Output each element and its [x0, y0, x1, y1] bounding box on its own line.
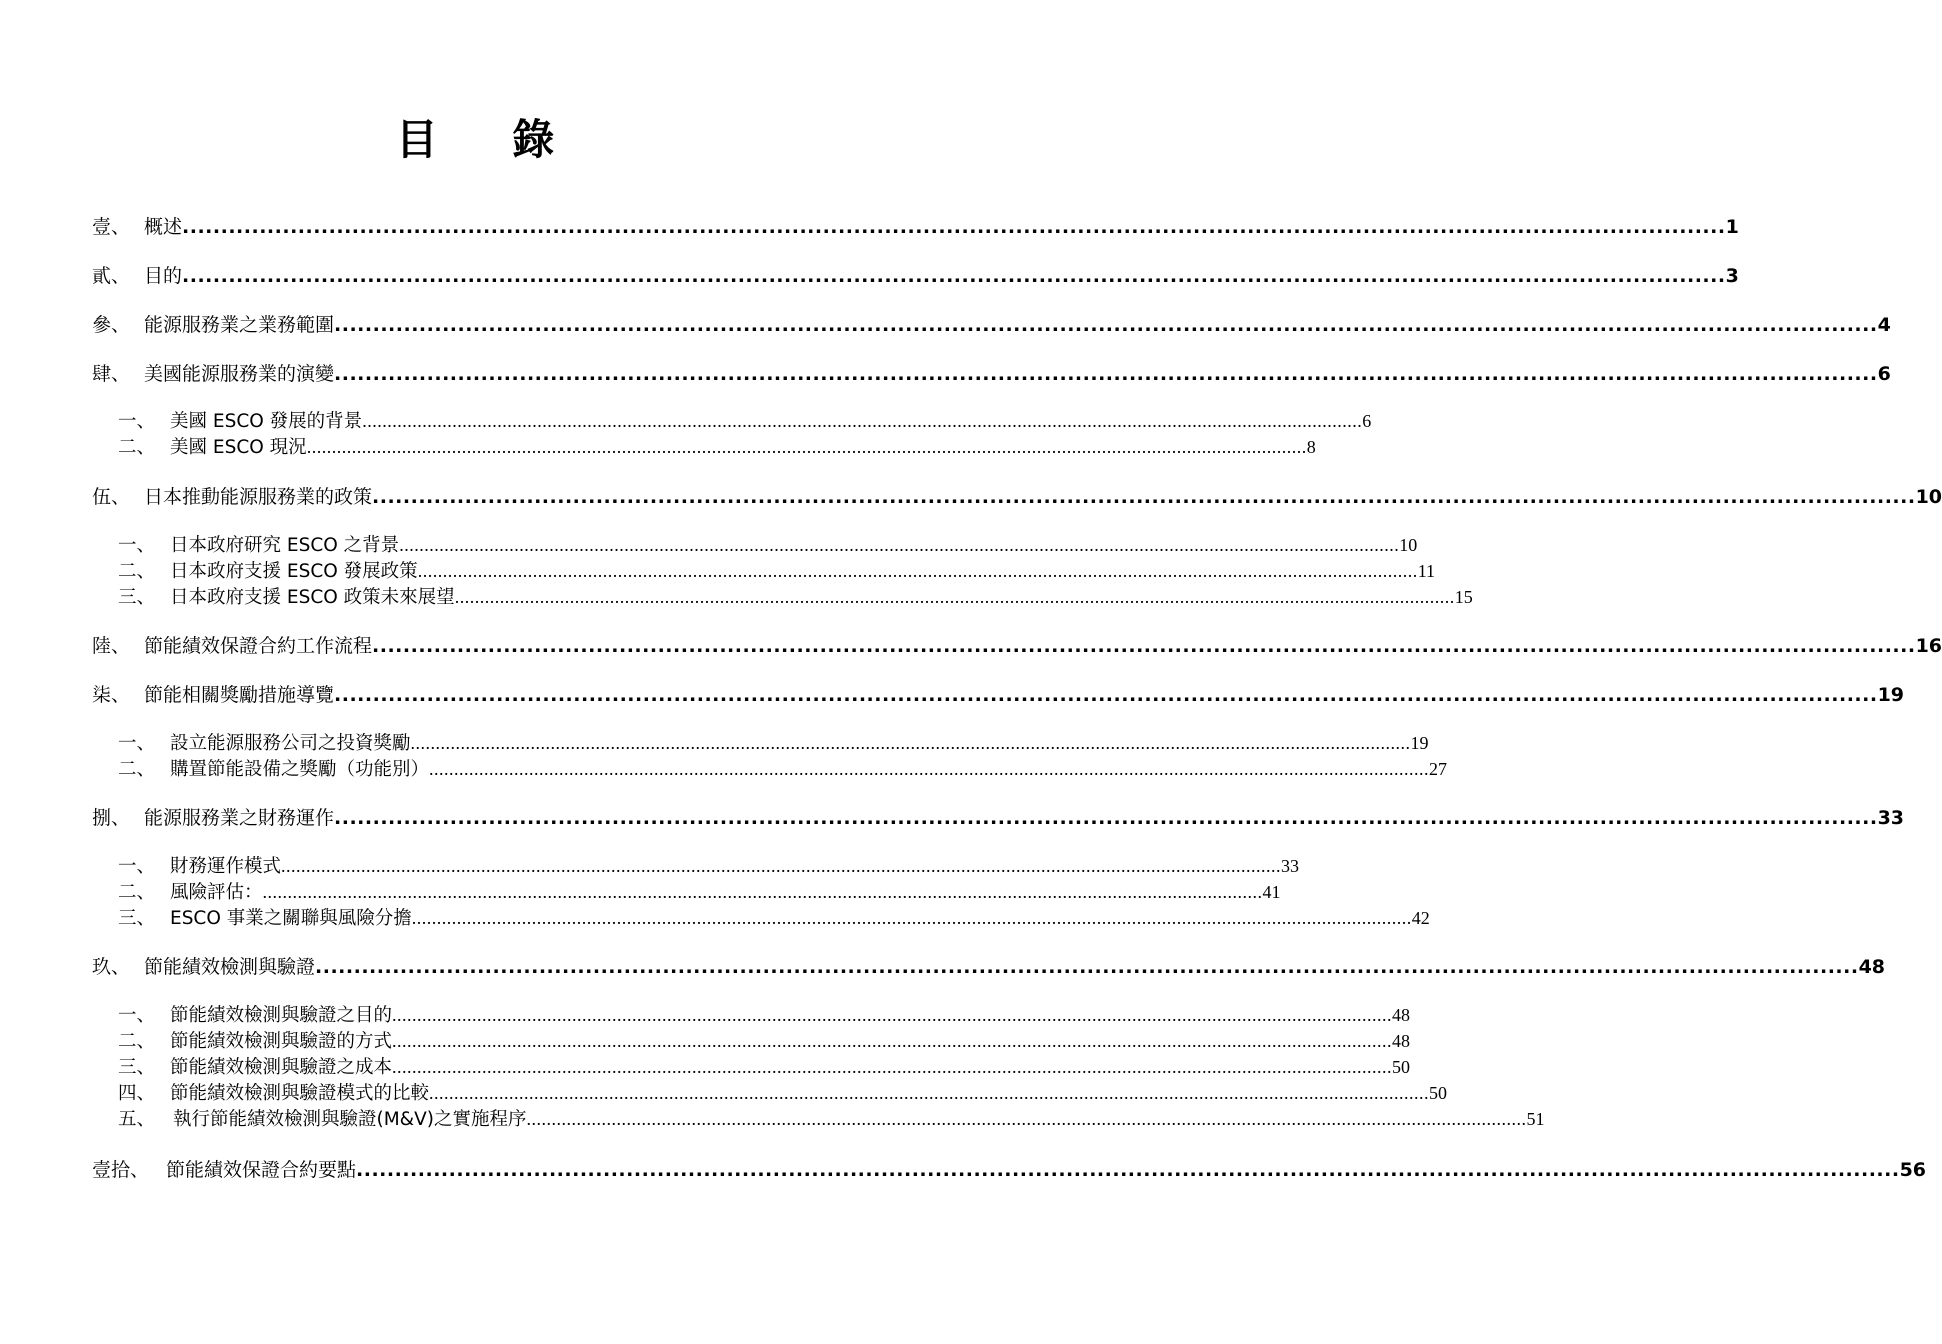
toc-subentry — [118, 1003, 1411, 1028]
toc-entry-number: 伍、 — [92, 486, 131, 508]
toc-subentry-number: 一、 — [118, 411, 156, 432]
toc-subentry-number: 一、 — [118, 733, 156, 754]
toc-subentry-number: 二、 — [118, 1031, 156, 1052]
toc-entry-label: 節能績效保證合約工作流程 — [144, 635, 373, 657]
toc-subentry-label: 美國 ESCO 發展的背景 — [170, 411, 363, 432]
toc-subentry-label: ESCO 事業之關聯與風險分擔 — [170, 908, 412, 929]
toc-subentry-page: 48 — [1392, 1031, 1411, 1051]
toc-leader-dots: ........................................................................................................................................................................................................ — [306, 437, 1307, 457]
toc-leader-dots: ........................................................................................................................................................................................................ — [399, 535, 1400, 555]
toc-subentry-page: 10 — [1399, 535, 1418, 555]
toc-subentry-page: 8 — [1306, 437, 1316, 457]
toc-subentry-page: 50 — [1392, 1057, 1411, 1077]
toc-subentry — [118, 757, 1448, 782]
toc-subentry-page: 15 — [1454, 587, 1473, 607]
toc-leader-dots: ........................................................................................................................................................................................................ — [182, 216, 1726, 238]
toc-entry-page: 56 — [1899, 1159, 1927, 1181]
toc-entry-label: 日本推動能源服務業的政策 — [144, 486, 373, 508]
toc-subentry — [118, 533, 1418, 558]
toc-leader-dots: ........................................................................................................................................................................................................ — [334, 807, 1878, 829]
toc-subentry — [118, 731, 1429, 756]
toc-subentry-page: 11 — [1417, 561, 1436, 581]
toc-entry-label: 能源服務業之業務範圍 — [144, 314, 335, 336]
toc-entry-label: 節能績效檢測與驗證 — [144, 956, 316, 978]
toc-subentry-page: 42 — [1411, 908, 1430, 928]
toc-entry-label: 節能績效保證合約要點 — [166, 1159, 357, 1181]
toc-leader-dots: ........................................................................................................................................................................................................ — [334, 684, 1878, 706]
toc-entry-label: 美國能源服務業的演變 — [144, 363, 335, 385]
toc-subentry-label: 財務運作模式 — [170, 856, 282, 877]
toc-entry-page: 33 — [1877, 807, 1905, 829]
toc-entry-page: 3 — [1725, 265, 1739, 287]
toc-entry-label: 目的 — [144, 265, 183, 287]
toc-subentry-number: 四、 — [118, 1083, 156, 1104]
toc-leader-dots: ........................................................................................................................................................................................................ — [429, 1083, 1430, 1103]
toc-entry-label: 節能相關獎勵措施導覽 — [144, 684, 335, 706]
toc-subentry-number: 五、 — [118, 1109, 156, 1130]
toc-leader-dots: ........................................................................................................................................................................................................ — [334, 314, 1878, 336]
toc-subentry-number: 一、 — [118, 535, 156, 556]
toc-leader-dots: ........................................................................................................................................................................................................ — [372, 486, 1916, 508]
toc-entry-number: 壹拾、 — [92, 1159, 150, 1181]
toc-leader-dots: ........................................................................................................................................................................................................ — [392, 1031, 1393, 1051]
toc-subentry-number: 三、 — [118, 908, 156, 929]
toc-subentry-label: 風險評估： — [170, 882, 263, 903]
toc-subentry-label: 執行節能績效檢測與驗證(M&V)之實施程序 — [173, 1109, 527, 1130]
toc-subentry-number: 二、 — [118, 882, 156, 903]
toc-entry-page: 16 — [1915, 635, 1942, 657]
toc-leader-dots: ........................................................................................................................................................................................................ — [362, 411, 1363, 431]
toc-subentry-page: 41 — [1262, 882, 1281, 902]
toc-subentry-page: 6 — [1362, 411, 1372, 431]
toc-entry-page: 4 — [1877, 314, 1891, 336]
toc-entry — [92, 633, 1942, 659]
toc-subentry-page: 19 — [1410, 733, 1429, 753]
toc-subentry-page: 48 — [1392, 1005, 1411, 1025]
toc-subentry-number: 一、 — [118, 1005, 156, 1026]
toc-subentry-label: 節能績效檢測與驗證的方式 — [170, 1031, 393, 1052]
toc-subentry-page: 27 — [1429, 759, 1448, 779]
toc-entry — [92, 312, 1891, 338]
toc-entry — [92, 361, 1891, 387]
toc-entry-number: 捌、 — [92, 807, 131, 829]
toc-leader-dots: ........................................................................................................................................................................................................ — [281, 856, 1282, 876]
toc-leader-dots: ........................................................................................................................................................................................................ — [392, 1057, 1393, 1077]
toc-entry — [92, 954, 1886, 980]
toc-leader-dots: ........................................................................................................................................................................................................ — [356, 1159, 1900, 1181]
toc-entry-page: 1 — [1725, 216, 1739, 238]
toc-subentry-label: 日本政府支援 ESCO 政策未來展望 — [170, 587, 455, 608]
toc-entry-number: 陸、 — [92, 635, 131, 657]
toc-title: 目 錄 — [395, 115, 585, 164]
toc-subentry-number: 三、 — [118, 1057, 156, 1078]
toc-entry — [92, 214, 1739, 240]
toc-entry-label: 能源服務業之財務運作 — [144, 807, 335, 829]
toc-entry — [92, 805, 1905, 831]
toc-leader-dots: ........................................................................................................................................................................................................ — [411, 908, 1412, 928]
toc-subentry-label: 購置節能設備之獎勵（功能別） — [170, 759, 430, 780]
toc-subentry — [118, 585, 1473, 610]
toc-entry-number: 貳、 — [92, 265, 131, 287]
toc-entry — [92, 1157, 1927, 1183]
toc-entry-page: 6 — [1877, 363, 1891, 385]
toc-subentry-label: 設立能源服務公司之投資獎勵 — [170, 733, 411, 754]
toc-entry — [92, 484, 1942, 510]
toc-entry-number: 肆、 — [92, 363, 131, 385]
toc-leader-dots: ........................................................................................................................................................................................................ — [262, 882, 1263, 902]
toc-subentry-label: 日本政府支援 ESCO 發展政策 — [170, 561, 418, 582]
toc-subentry — [118, 854, 1300, 879]
toc-leader-dots: ........................................................................................................................................................................................................ — [334, 363, 1878, 385]
toc-entry-number: 參、 — [92, 314, 131, 336]
toc-subentry — [118, 1055, 1411, 1080]
toc-leader-dots: ........................................................................................................................................................................................................ — [454, 587, 1455, 607]
toc-subentry-page: 51 — [1526, 1109, 1545, 1129]
toc-entry — [92, 263, 1739, 289]
toc-subentry — [118, 1081, 1448, 1106]
toc-subentry-page: 50 — [1429, 1083, 1448, 1103]
toc-leader-dots: ........................................................................................................................................................................................................ — [182, 265, 1726, 287]
toc-subentry-number: 二、 — [118, 561, 156, 582]
toc-subentry — [118, 906, 1430, 931]
toc-subentry — [118, 1107, 1545, 1132]
toc-entry — [92, 682, 1905, 708]
toc-subentry — [118, 1029, 1411, 1054]
toc-subentry — [118, 559, 1436, 584]
toc-entry-page: 10 — [1915, 486, 1942, 508]
toc-leader-dots: ........................................................................................................................................................................................................ — [417, 561, 1418, 581]
toc-leader-dots: ........................................................................................................................................................................................................ — [526, 1109, 1527, 1129]
toc-subentry — [118, 409, 1372, 434]
toc-entry-page: 48 — [1858, 956, 1886, 978]
toc-subentry-number: 二、 — [118, 437, 156, 458]
toc-entry-label: 概述 — [144, 216, 183, 238]
toc-leader-dots: ........................................................................................................................................................................................................ — [372, 635, 1916, 657]
toc-subentry-label: 節能績效檢測與驗證之目的 — [170, 1005, 393, 1026]
toc-entry-number: 玖、 — [92, 956, 131, 978]
toc-subentry-label: 節能績效檢測與驗證之成本 — [170, 1057, 393, 1078]
toc-leader-dots: ........................................................................................................................................................................................................ — [429, 759, 1430, 779]
toc-leader-dots: ........................................................................................................................................................................................................ — [315, 956, 1859, 978]
toc-subentry-label: 美國 ESCO 現況 — [170, 437, 307, 458]
toc-leader-dots: ........................................................................................................................................................................................................ — [410, 733, 1411, 753]
toc-entry-number: 柒、 — [92, 684, 131, 706]
toc-subentry-label: 節能績效檢測與驗證模式的比較 — [170, 1083, 430, 1104]
toc-subentry-number: 三、 — [118, 587, 156, 608]
toc-leader-dots: ........................................................................................................................................................................................................ — [392, 1005, 1393, 1025]
toc-subentry-page: 33 — [1281, 856, 1300, 876]
toc-entry-number: 壹、 — [92, 216, 131, 238]
toc-entry-page: 19 — [1877, 684, 1905, 706]
toc-subentry-number: 一、 — [118, 856, 156, 877]
toc-subentry-number: 二、 — [118, 759, 156, 780]
toc-subentry — [118, 435, 1316, 460]
toc-subentry-label: 日本政府研究 ESCO 之背景 — [170, 535, 400, 556]
toc-subentry — [118, 880, 1281, 905]
